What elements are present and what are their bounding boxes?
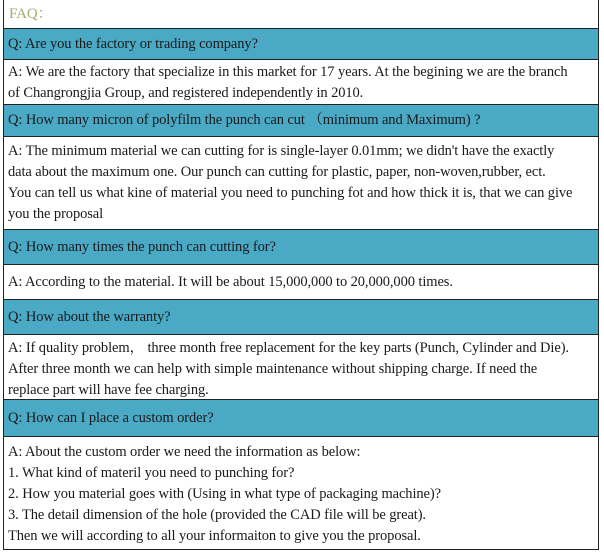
faq-question-4: Q: How about the warranty? — [4, 300, 598, 335]
answer-line: A: According to the material. It will be about 15,000,000 to 20,000,000 times. — [8, 273, 453, 290]
answer-line: A: About the custom order we need the information as below: — [8, 444, 361, 460]
answer-line: You can tell us what kine of material you need to punching fot and how thick it is, that we can give — [8, 185, 573, 201]
answer-line: data about the maximum one. Our punch can cutting for plastic, paper, non-woven,rubber, ect. — [8, 164, 546, 180]
answer-line: 1. What kind of materil you need to punching for? — [8, 465, 295, 481]
answer-line: of Changrongjia Group, and registered independently in 2010. — [8, 85, 364, 101]
faq-question-2: Q: How many micron of polyfilm the punch can cut （minimum and Maximum) ? — [4, 105, 598, 137]
answer-line: 2. How you material goes with (Using in what type of packaging machine)? — [8, 486, 441, 502]
answer-line: A: The minimum material we can cutting for is single-layer 0.01mm; we didn't have the exactly — [8, 143, 555, 159]
faq-answer-4 — [4, 335, 598, 400]
answer-line: A: We are the factory that specialize in this market for 17 years. At the begining we are the branch — [8, 64, 568, 80]
faq-answer-5 — [4, 437, 598, 550]
faq-question-1: Q: Are you the factory or trading company? — [4, 29, 598, 60]
answer-line: 3. The detail dimension of the hole (provided the CAD file will be great). — [8, 507, 426, 523]
faq-answer-2 — [4, 137, 598, 230]
answer-line: A: If quality problem， three month free replacement for the key parts (Punch, Cylinder and Die). — [8, 340, 569, 356]
faq-question-5: Q: How can I place a custom order? — [4, 400, 598, 437]
answer-line: Then we will according to all your informaiton to give you the proposal. — [8, 528, 421, 544]
faq-answer-1 — [4, 60, 598, 105]
answer-line: you the proposal — [8, 206, 104, 222]
answer-line: After three month we can help with simple maintenance without shipping charge. If need the — [8, 361, 538, 377]
faq-title: FAQ： — [4, 0, 598, 29]
faq-table — [3, 0, 599, 550]
faq-question-3: Q: How many times the punch can cutting for? — [4, 230, 598, 265]
faq-answer-3 — [4, 265, 598, 300]
answer-line: replace part will have fee charging. — [8, 382, 209, 398]
